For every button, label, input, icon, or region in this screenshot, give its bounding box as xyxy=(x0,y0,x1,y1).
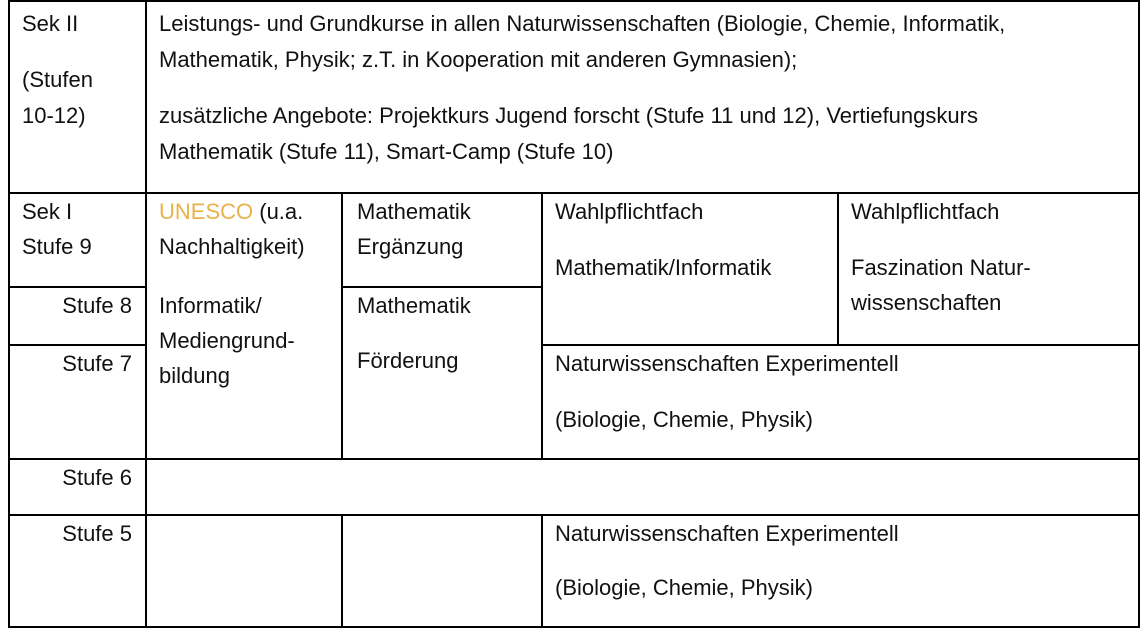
sek2-extra-line2: Mathematik (Stufe 11), Smart-Camp (Stufe 10) xyxy=(159,139,614,164)
wpf1-subject: Mathematik/Informatik xyxy=(555,255,772,280)
stufe6-label: Stufe 6 xyxy=(62,465,132,490)
sek2-label: Sek II xyxy=(22,11,79,36)
info-line1: Informatik/ xyxy=(159,293,262,318)
table-border-top xyxy=(8,0,1140,2)
sek2-courses-line1: Leistungs- und Grundkurse in allen Naturwissenschaften (Biologie, Chemie, Informatik, xyxy=(159,11,1006,36)
table-border-bottom xyxy=(8,626,1140,628)
nwe5-line2: (Biologie, Chemie, Physik) xyxy=(555,575,813,600)
col-divider-mathe-top xyxy=(541,192,543,459)
stufe7-label: Stufe 7 xyxy=(62,351,132,376)
math-foe-line2: Förderung xyxy=(357,348,459,373)
math-foe-line1: Mathematik xyxy=(357,293,471,318)
nwe7-line1: Naturwissenschaften Experimentell xyxy=(555,351,899,376)
col-divider-unesco-bottom xyxy=(341,514,343,628)
unesco-accent: UNESCO xyxy=(159,199,254,224)
info-line2: Mediengrund- xyxy=(159,328,295,353)
unesco-line2: Nachhaltigkeit) xyxy=(159,234,305,259)
col-divider-unesco-top xyxy=(341,192,343,459)
col-divider-wpf xyxy=(837,192,839,345)
stufe9-label: Stufe 9 xyxy=(22,234,92,259)
unesco-line1 xyxy=(159,194,303,230)
nwe5-line1: Naturwissenschaften Experimentell xyxy=(555,521,899,546)
wpf2-line1: Faszination Natur- xyxy=(851,255,1031,280)
sek2-stufen-line1: (Stufen xyxy=(22,67,93,92)
nwe7-line2: (Biologie, Chemie, Physik) xyxy=(555,407,813,432)
math-erg-line2: Ergänzung xyxy=(357,234,464,259)
sek2-extra-line1: zusätzliche Angebote: Projektkurs Jugend forscht (Stufe 11 und 12), Vertiefungskurs xyxy=(159,103,978,128)
math-erg-line1: Mathematik xyxy=(357,199,471,224)
col-divider-label xyxy=(145,0,147,628)
row-divider-stufe6 xyxy=(8,458,1140,460)
sek2-stufen-line2: 10-12) xyxy=(22,103,86,128)
stufe5-label: Stufe 5 xyxy=(62,521,132,546)
sek1-label: Sek I xyxy=(22,199,73,224)
wpf2-title: Wahlpflichtfach xyxy=(851,199,1000,224)
table-border-right xyxy=(1138,0,1140,628)
unesco-rest: (u.a. xyxy=(253,199,304,224)
sek2-courses-line2: Mathematik, Physik; z.T. in Kooperation mit anderen Gymnasien); xyxy=(159,47,798,72)
wpf1-title: Wahlpflichtfach xyxy=(555,199,704,224)
info-line3: bildung xyxy=(159,363,230,388)
col-divider-mathe-bottom xyxy=(541,514,543,628)
stufe8-label: Stufe 8 xyxy=(62,293,132,318)
wpf2-line2: wissenschaften xyxy=(851,290,1002,315)
